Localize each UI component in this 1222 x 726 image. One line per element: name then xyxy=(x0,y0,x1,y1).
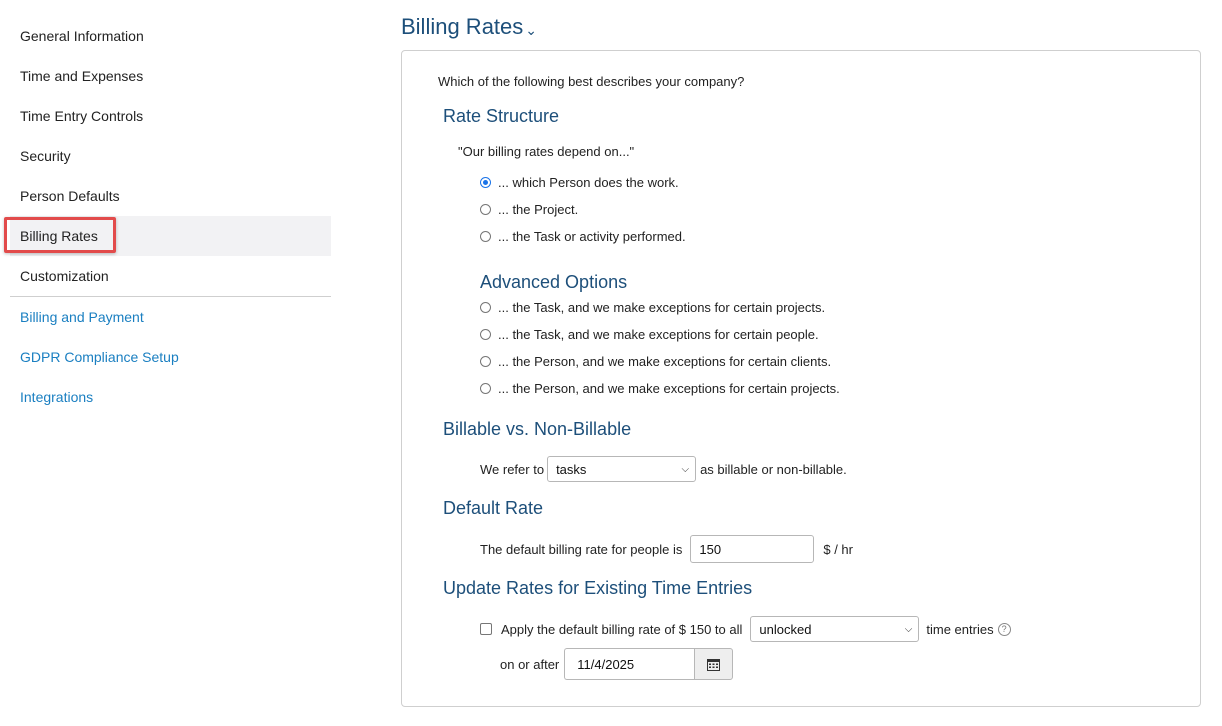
sidebar-item-label: Person Defaults xyxy=(20,188,120,204)
rate-structure-options xyxy=(480,169,686,250)
chevron-down-icon: ⌵ xyxy=(681,463,690,475)
radio-button[interactable] xyxy=(480,329,491,340)
question-circle-icon[interactable]: ? xyxy=(998,623,1011,636)
sidebar-item-label: Security xyxy=(20,148,71,164)
sidebar-item-customization[interactable] xyxy=(10,256,331,296)
apply-rate-label: Apply the default billing rate of $ 150 to all xyxy=(501,621,743,637)
sidebar-link-integrations[interactable]: Integrations xyxy=(20,389,94,405)
date-row xyxy=(500,648,733,680)
default-rate-input[interactable] xyxy=(690,535,814,563)
radio-label: ... the Task, and we make exceptions for certain projects. xyxy=(498,300,826,315)
sidebar-item-label: Billing Rates xyxy=(20,228,98,244)
advanced-option-person-clients[interactable] xyxy=(480,348,840,375)
sidebar-item-general-information[interactable] xyxy=(10,16,331,56)
billable-row xyxy=(480,456,847,482)
radio-label: ... the Person, and we make exceptions for certain clients. xyxy=(498,354,832,369)
time-entries-label: time entries xyxy=(926,621,994,637)
billing-rates-panel xyxy=(401,50,1201,707)
advanced-option-task-people[interactable] xyxy=(480,321,840,348)
date-label: on or after xyxy=(500,656,560,672)
update-rates-row xyxy=(480,616,1011,642)
default-rate-heading: Default Rate xyxy=(443,498,544,518)
rate-option-person[interactable] xyxy=(480,169,686,196)
billable-entity-select[interactable] xyxy=(547,456,696,482)
select-value: unlocked xyxy=(759,621,812,637)
sidebar-item-time-and-expenses[interactable] xyxy=(10,56,331,96)
sidebar-item-person-defaults[interactable] xyxy=(10,176,331,216)
radio-label: ... the Project. xyxy=(498,202,579,217)
select-value: tasks xyxy=(556,461,587,477)
rate-structure-quote: "Our billing rates depend on..." xyxy=(458,144,635,159)
sidebar-item-security[interactable] xyxy=(10,136,331,176)
update-rates-heading: Update Rates for Existing Time Entries xyxy=(443,578,753,598)
company-question: Which of the following best describes your company? xyxy=(438,74,745,89)
billable-heading: Billable vs. Non-Billable xyxy=(443,419,632,439)
radio-button[interactable] xyxy=(480,231,491,242)
chevron-down-icon: ⌵ xyxy=(904,623,913,635)
date-picker xyxy=(564,648,733,680)
advanced-options xyxy=(480,294,840,402)
radio-button[interactable] xyxy=(480,302,491,313)
default-rate-unit: $ / hr xyxy=(823,541,853,557)
calendar-icon xyxy=(707,658,720,671)
sidebar-item-label: Customization xyxy=(20,268,109,284)
radio-button[interactable] xyxy=(480,356,491,367)
sidebar-item-label: General Information xyxy=(20,28,144,44)
page-title-dropdown[interactable] xyxy=(401,14,537,40)
radio-button[interactable] xyxy=(480,383,491,394)
calendar-button[interactable] xyxy=(694,648,733,680)
billable-prefix: We refer to xyxy=(480,461,545,477)
default-rate-label: The default billing rate for people is xyxy=(480,541,683,557)
rate-option-project[interactable] xyxy=(480,196,686,223)
default-rate-row xyxy=(480,535,853,563)
radio-label: ... the Person, and we make exceptions for certain projects. xyxy=(498,381,840,396)
radio-label: ... the Task or activity performed. xyxy=(498,229,686,244)
page-title: Billing Rates xyxy=(401,14,524,39)
radio-button[interactable] xyxy=(480,177,491,188)
advanced-option-person-projects[interactable] xyxy=(480,375,840,402)
rate-structure-heading: Rate Structure xyxy=(443,106,560,126)
active-item-highlight xyxy=(4,217,116,253)
advanced-options-heading: Advanced Options xyxy=(480,272,628,292)
radio-label: ... the Task, and we make exceptions for certain people. xyxy=(498,327,819,342)
sidebar-link-billing-and-payment[interactable]: Billing and Payment xyxy=(20,309,144,325)
apply-rate-checkbox[interactable] xyxy=(480,623,492,635)
rate-option-task[interactable] xyxy=(480,223,686,250)
sidebar-item-label: Time Entry Controls xyxy=(20,108,144,124)
sidebar-item-billing-rates[interactable] xyxy=(10,216,331,256)
sidebar-link-gdpr-compliance-setup[interactable]: GDPR Compliance Setup xyxy=(20,349,179,365)
billable-suffix: as billable or non-billable. xyxy=(700,461,847,477)
chevron-down-icon: ⌄ xyxy=(525,21,538,38)
sidebar xyxy=(10,16,331,417)
date-input[interactable] xyxy=(564,648,694,680)
sidebar-item-label: Time and Expenses xyxy=(20,68,144,84)
radio-label: ... which Person does the work. xyxy=(498,175,679,190)
advanced-option-task-projects[interactable] xyxy=(480,294,840,321)
sidebar-item-time-entry-controls[interactable] xyxy=(10,96,331,136)
radio-button[interactable] xyxy=(480,204,491,215)
entry-lock-status-select[interactable] xyxy=(750,616,919,642)
